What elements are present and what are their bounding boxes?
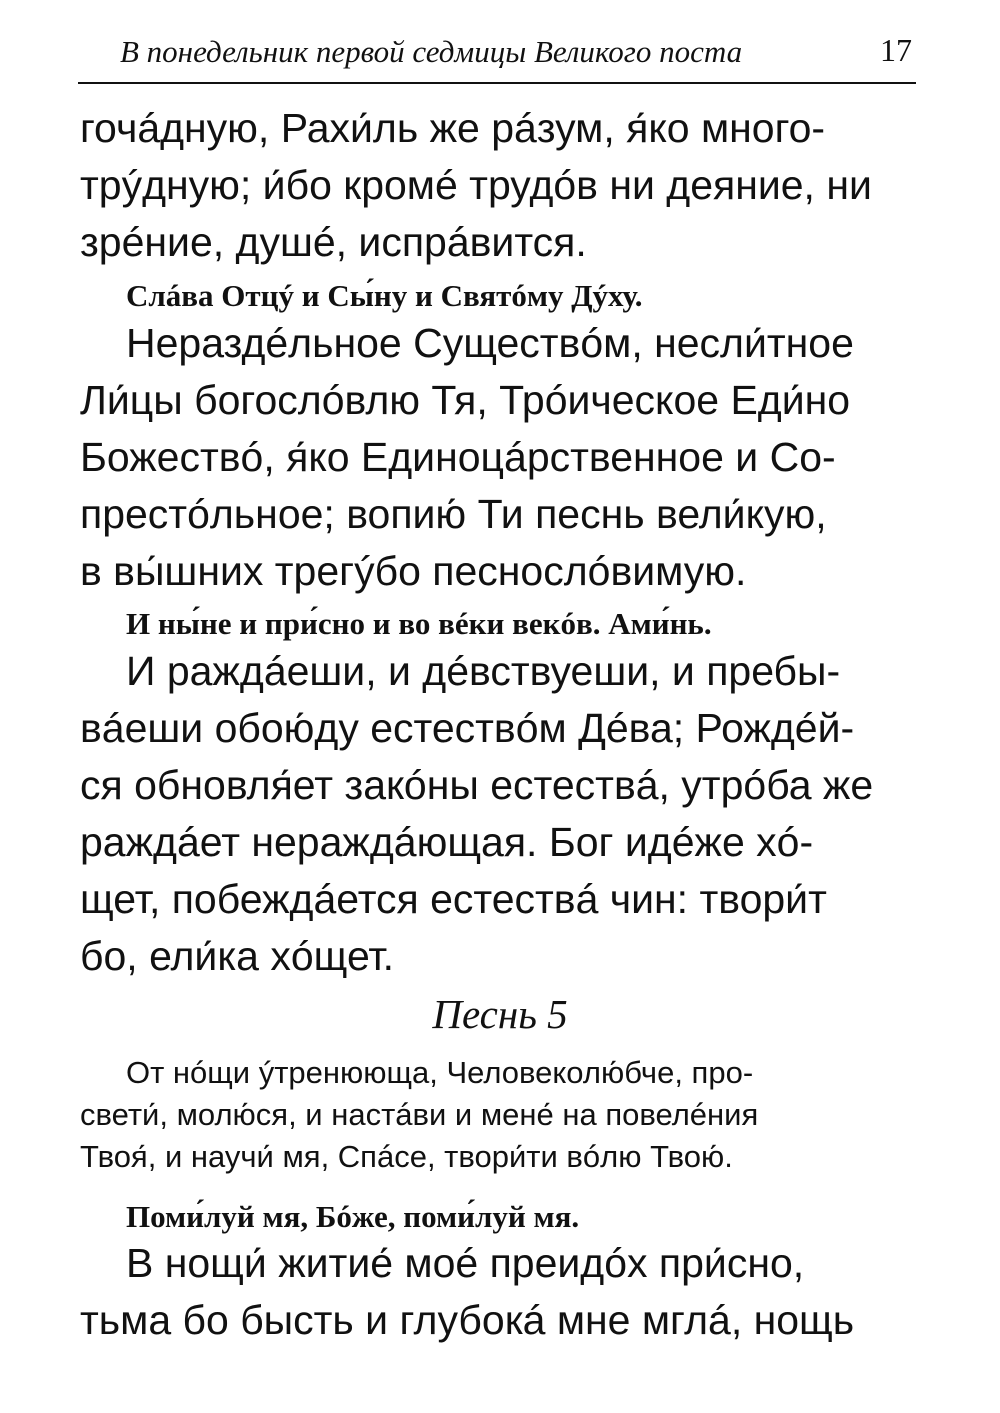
text-line: Ли́цы богослóвлю Тя, Трóическое Еди́но — [80, 377, 851, 423]
ode-heading: Песнь 5 — [432, 991, 568, 1037]
running-title: В понедельник первой седмицы Великого поста — [120, 34, 743, 69]
text-line: Божествó, я́ко Единоцáрственное и Со- — [80, 434, 836, 480]
text-line: щет, побеждáется естествá чин: твори́т — [80, 876, 827, 922]
text-line: в вы́шних трегýбо песнослóвимую. — [80, 548, 747, 594]
page-number: 17 — [880, 32, 912, 68]
text-line: трýдную; и́бо кромé трудóв ни деяние, ни — [80, 162, 872, 208]
text-line: ся обновля́ет закóны естествá, утрóба же — [80, 762, 874, 808]
rubric-now: И ны́не и при́сно и во вéки векóв. Ами́нь. — [126, 606, 712, 641]
irmos-line: свети́, молю́ся, и настáви и мене́ на повелéния — [80, 1097, 759, 1132]
text-line: бо, ели́ка хóщет. — [80, 933, 395, 979]
rubric-glory: Слáва Отцý и Сы́ну и Святóму Дýху. — [126, 278, 643, 313]
text-line: престóльное; вопию́ Ти песнь вели́кую, — [80, 491, 827, 537]
text-line: тьма бо бысть и глубокá мне мглá, нощь — [80, 1297, 855, 1343]
text-line: И раждáеши, и дéвствуеши, и пребы- — [126, 648, 841, 694]
running-header — [78, 22, 916, 84]
text-line: гочáдную, Рахи́ль же рáзум, я́ко много- — [80, 105, 826, 151]
text-line: Нераздéльное Существóм, несли́тное — [126, 320, 854, 366]
irmos-line: От нóщи ýтренююща, Человеколю́бче, про- — [126, 1055, 754, 1090]
text-line: раждáет нераждáющая. Бог идéже хó- — [80, 819, 814, 865]
rubric-mercy: Поми́луй мя, Бóже, поми́луй мя. — [126, 1199, 580, 1234]
irmos-line: Твоя́, и научи́ мя, Спáсе, твори́ти вóлю Твою́. — [80, 1139, 733, 1174]
text-line: зрéние, душé, испрáвится. — [80, 219, 587, 265]
text-line: вáеши обою́ду естествóм Дéва; Рождéй- — [80, 705, 855, 751]
text-line: В нощи́ житие́ моé преидóх при́сно, — [126, 1240, 805, 1286]
